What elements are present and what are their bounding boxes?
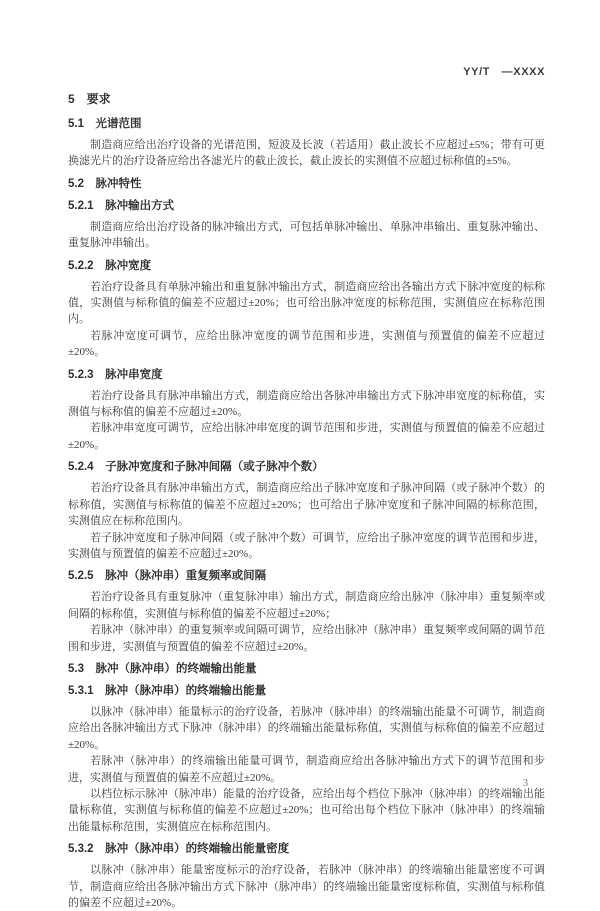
paragraph: 若脉冲宽度可调节，应给出脉冲宽度的调节范围和步进，实测值与预置值的偏差不应超过±20%。 <box>68 329 545 359</box>
section-heading: 5.2.2 脉冲宽度 <box>68 259 152 272</box>
paragraph: 制造商应给出治疗设备的光谱范围，短波及长波（若适用）截止波长不应超过±5%；带有可更换滤光片的治疗设备应给出各滤光片的截止波长，截止波长的实测值不应超过标称值的±5%。 <box>68 139 545 168</box>
section-heading: 5.2 脉冲特性 <box>68 177 142 190</box>
paragraph: 制造商应给出治疗设备的脉冲输出方式，可包括单脉冲输出、单脉冲串输出、重复脉冲输出、重复脉冲串输出。 <box>68 220 545 250</box>
paragraph: 若脉冲串宽度可调节，应给出脉冲串宽度的调节范围和步进，实测值与预置值的偏差不应超过±20%。 <box>68 422 545 451</box>
paragraph: 若治疗设备具有单脉冲输出和重复脉冲输出方式，制造商应给出各输出方式下脉冲宽度的标称值，实测值与标称值的偏差不应超过±20%；也可给出脉冲宽度的标称范围，实测值应在标称范围内。 <box>68 280 545 326</box>
section-heading: 5.2.3 脉冲串宽度 <box>68 368 163 381</box>
paragraph: 若治疗设备具有脉冲串输出方式，制造商应给出各脉冲串输出方式下脉冲串宽度的标称值，实测值与标称值的偏差不应超过±20%。 <box>68 389 545 419</box>
section-heading: 5.2.1 脉冲输出方式 <box>68 199 175 212</box>
section-heading: 5.3 脉冲（脉冲串）的终端输出能量 <box>68 662 257 675</box>
section-heading: 5.3.1 脉冲（脉冲串）的终端输出能量 <box>68 684 267 697</box>
paragraph: 若脉冲（脉冲串）的重复频率或间隔可调节，应给出脉冲（脉冲串）重复频率或间隔的调节范围和步进，实测值与预置值的偏差不应超过±20%。 <box>68 624 545 653</box>
page-number: 3 <box>523 778 528 789</box>
section-heading: 5.1 光谱范围 <box>68 118 142 130</box>
section-heading: 5.2.4 子脉冲宽度和子脉冲间隔（或子脉冲个数） <box>68 461 324 474</box>
paragraph: 以档位标示脉冲（脉冲串）能量的治疗设备，应给出每个档位下脉冲（脉冲串）的终端输出能量标称值，实测值与标称值的偏差不应超过±20%；也可给出每个档位下脉冲（脉冲串）的终端输出能量标称范围，实测值应在标称范围内。 <box>68 787 545 833</box>
paragraph: 以脉冲（脉冲串）能量密度标示的治疗设备，若脉冲（脉冲串）的终端输出能量密度不可调节，制造商应给出各脉冲输出方式下脉冲（脉冲串）的终端输出能量密度标称值，实测值与标称值的偏差不应超过±20%。 <box>68 864 545 909</box>
paragraph: 以脉冲（脉冲串）能量标示的治疗设备，若脉冲（脉冲串）的终端输出能量不可调节，制造商应给出各脉冲输出方式下脉冲（脉冲串）的终端输出能量标称值，实测值与标称值的偏差不应超过±20%。 <box>68 705 545 751</box>
paragraph: 若治疗设备具有脉冲串输出方式，制造商应给出子脉冲宽度和子脉冲间隔（或子脉冲个数）的标称值，实测值与标称值的偏差不应超过±20%；也可给出子脉冲宽度和子脉冲间隔的标称范围，实测值应在标称范围内。 <box>68 482 545 528</box>
paragraph: 若治疗设备具有重复脉冲（重复脉冲串）输出方式，制造商应给出脉冲（脉冲串）重复频率或间隔的标称值，实测值与标称值的偏差不应超过±20%； <box>68 591 545 620</box>
section-heading: 5.3.2 脉冲（脉冲串）的终端输出能量密度 <box>68 843 290 856</box>
paragraph: 若子脉冲宽度和子脉冲间隔（或子脉冲个数）可调节，应给出子脉冲宽度的调节范围和步进，实测值与预置值的偏差不应超过±20%。 <box>68 531 545 560</box>
standard-code: YY/T —XXXX <box>463 66 545 78</box>
paragraph: 若脉冲（脉冲串）的终端输出能量可调节，制造商应给出各脉冲输出方式下的调节范围和步进，实测值与预置值的偏差不应超过±20%。 <box>68 755 545 784</box>
section-heading: 5 要求 <box>68 92 111 106</box>
document-body <box>68 92 545 911</box>
section-heading: 5.2.5 脉冲（脉冲串）重复频率或间隔 <box>68 570 267 583</box>
